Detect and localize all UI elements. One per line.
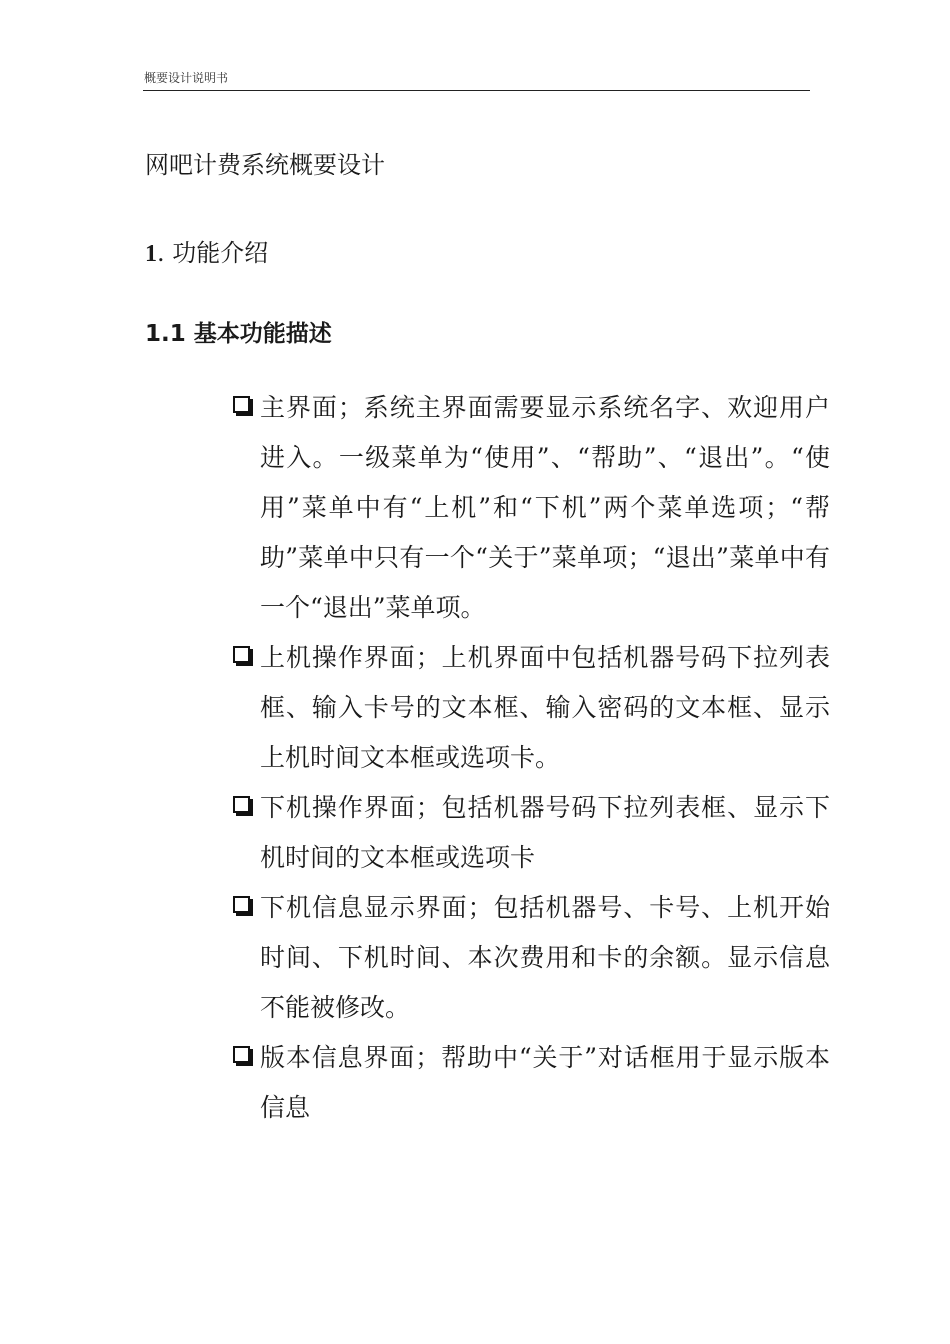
- section-heading: [145, 236, 268, 271]
- list-item-text: 下机信息显示界面；包括机器号、卡号、上机开始时间、下机时间、本次费用和卡的余额。显示信息不能被修改。: [260, 893, 830, 1022]
- header-title: 概要设计说明书: [144, 71, 229, 85]
- section-number: 1: [145, 241, 157, 267]
- document-title: 网吧计费系统概要设计: [145, 151, 385, 179]
- subsection-heading: 1.1 基本功能描述: [145, 321, 332, 347]
- list-item: [230, 783, 830, 883]
- page-header: [143, 66, 810, 91]
- checkbox-icon: [233, 896, 250, 913]
- section-separator: .: [157, 239, 165, 267]
- list-item-text: 版本信息界面；帮助中“关于”对话框用于显示版本信息: [260, 1043, 830, 1122]
- list-item: [230, 383, 830, 633]
- list-item-text: 主界面；系统主界面需要显示系统名字、欢迎用户进入。一级菜单为“使用”、“帮助”、“退出”。“使用”菜单中有“上机”和“下机”两个菜单选项；“帮助”菜单中只有一个“关于”菜单项；“退出”菜单中有一个“退出”菜单项。: [260, 393, 830, 622]
- checkbox-icon: [233, 646, 250, 663]
- checkbox-icon: [233, 396, 250, 413]
- list-item-text: 下机操作界面；包括机器号码下拉列表框、显示下机时间的文本框或选项卡: [260, 793, 830, 872]
- list-item-text: 上机操作界面；上机界面中包括机器号码下拉列表框、输入卡号的文本框、输入密码的文本框、显示上机时间文本框或选项卡。: [260, 643, 830, 772]
- list-item: [230, 1033, 830, 1133]
- list-item: [230, 883, 830, 1033]
- section-title: 功能介绍: [172, 239, 269, 267]
- feature-list: [230, 383, 840, 1133]
- checkbox-icon: [233, 796, 250, 813]
- checkbox-icon: [233, 1046, 250, 1063]
- list-item: [230, 633, 830, 783]
